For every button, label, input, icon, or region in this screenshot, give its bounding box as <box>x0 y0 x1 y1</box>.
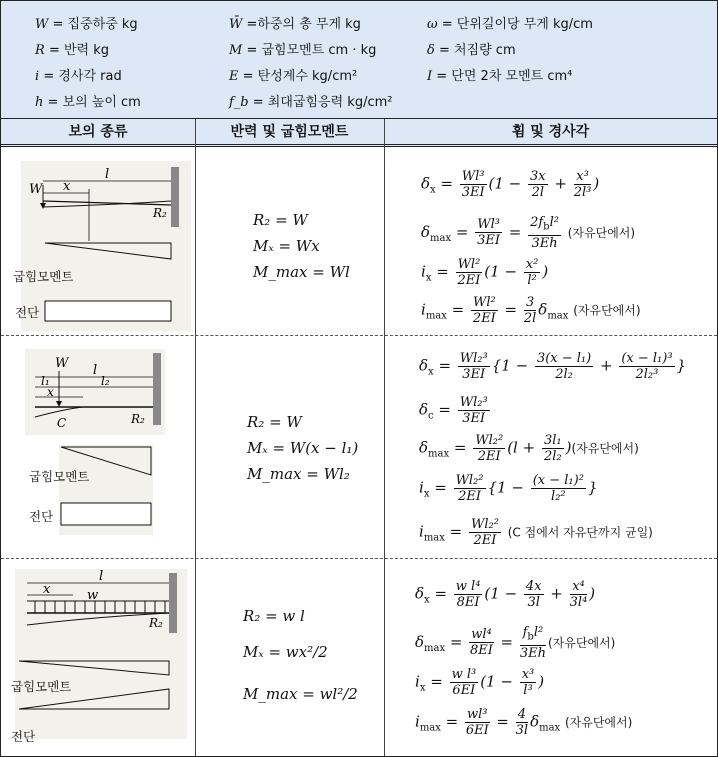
col-header-reaction: 반력 및 굽힘모멘트 <box>230 124 349 140</box>
max-deflection-eq: $\delta_{max}$ = $\frac{\text{Wl₂²}}{2EI}$ (l + $\frac{\text{3l₁}}{\text{2l₂}}$ )(자유단에서) <box>419 433 639 464</box>
col-header-beam-type: 보의 종류 <box>68 124 128 140</box>
moment-label: 굽힘모멘트 <box>11 679 72 694</box>
reaction-eq: R₂ = W <box>247 413 302 431</box>
max-moment-eq: M_max = wl²/2 <box>243 685 358 703</box>
c-deflection-eq: $\delta_c$ = $\frac{\text{Wl₂³}}{3EI}$ <box>419 395 488 426</box>
max-moment-eq: M_max = Wl <box>253 263 350 281</box>
cantilever-intermediate-load-diagram <box>25 349 165 435</box>
legend-item: R = 반력 kg <box>35 43 109 58</box>
legend-item: h = 보의 높이 cm <box>35 95 141 110</box>
x-label: x <box>63 179 71 194</box>
load-label: w <box>87 588 99 603</box>
legend-item: M = 굽힘모멘트 cm · kg <box>229 43 377 58</box>
slope-eq: $i_x$ = $\frac{\text{w l³}}{6EI}$ (1 − $\frac{\text{x³}}{\text{l³}}$ ) <box>415 667 545 698</box>
l-label: l <box>99 569 104 584</box>
legend-item: δ = 처짐량 cm <box>427 43 516 58</box>
l-label: l <box>93 363 98 378</box>
max-slope-eq: $i_{max}$ = $\frac{\text{Wl₂²}}{2EI}$ (C 점에서 자유단까지 균일) <box>419 517 653 548</box>
slope-eq: $i_x$ = $\frac{\text{Wl₂²}}{2EI}$ {1 − $\frac{\text{(x − l₁)²}}{\text{l₂²}}$ } <box>419 473 598 504</box>
row-divider <box>1 335 717 336</box>
reaction-label: R₂ <box>153 206 167 220</box>
cantilever-uniform-load-diagram <box>15 569 187 739</box>
shear-label: 전단 <box>11 729 36 744</box>
deflection-eq: $\delta_x$ = $\frac{\text{Wl³}}{3EI}$ (1 − $\frac{3x}{2l}$ + $\frac{\text{x³}}{\text{2l³}}$ ) <box>421 169 600 200</box>
shear-label: 전단 <box>15 305 40 320</box>
x-label: x <box>47 385 54 399</box>
l-label: l <box>105 167 110 182</box>
load-label: W <box>29 182 43 197</box>
moment-eq: Mₓ = W(x − l₁) <box>247 439 359 457</box>
moment-eq: Mₓ = wx²/2 <box>243 643 328 661</box>
load-label: W <box>55 356 69 371</box>
moment-shear-diagrams <box>59 445 153 535</box>
reaction-eq: R₂ = w l <box>243 607 305 625</box>
l1-label: l₁ <box>41 374 50 388</box>
moment-label: 굽힘모멘트 <box>13 269 74 284</box>
x-label: x <box>43 582 51 597</box>
max-slope-eq: $i_{max}$ = $\frac{\text{Wl²}}{2EI}$ = $\frac{3}{2l}$ $\delta_{max}$ (자유단에서) <box>421 295 641 326</box>
max-deflection-eq: $\delta_{max}$ = $\frac{\text{Wl³}}{3EI}$ = $2f_bl^2$ 3Eh (자유단에서) <box>421 215 636 251</box>
legend-item: I = 단면 2차 모멘트 cm⁴ <box>427 69 573 84</box>
table-header <box>1 119 717 147</box>
column-divider <box>195 119 196 756</box>
column-divider <box>384 119 385 756</box>
max-slope-eq: $i_{max}$ = $\frac{\text{wl³}}{6EI}$ = $\frac{4}{3l}$ $\delta_{max}$ (자유단에서) <box>415 707 633 738</box>
deflection-eq: $\delta_x$ = $\frac{\text{Wl₂³}}{3EI}$ {1 − $\frac{\text{3(x − l₁)}}{\text{2l₂}}$ + $\frac{\text{(x − l₁)³}}{\text{2l₂³}}$ } <box>419 351 687 382</box>
legend-item: i = 경사각 rad <box>35 69 122 84</box>
reaction-label: R₂ <box>149 616 163 630</box>
max-deflection-eq: $\delta_{max}$ = $\frac{\text{wl⁴}}{8EI}$ = $f_bl^2$ 3Eh (자유단에서) <box>415 625 616 661</box>
slope-eq: $i_x$ = $\frac{\text{Wl²}}{2EI}$ (1 − $\frac{\text{x²}}{\text{l²}}$ ) <box>421 257 549 288</box>
legend-item: W̄ =하중의 총 무게 kg <box>229 17 361 32</box>
legend-item: f_b = 최대굽힘응력 kg/cm² <box>229 95 393 110</box>
row-divider <box>1 558 717 559</box>
reaction-label: R₂ <box>131 412 145 426</box>
legend-item: ω = 단위길이당 무게 kg/cm <box>427 17 593 32</box>
max-moment-eq: M_max = Wl₂ <box>247 465 350 483</box>
col-header-deflection: 휨 및 경사각 <box>511 124 590 140</box>
c-label: C <box>57 416 67 430</box>
symbol-legend <box>1 1 717 119</box>
deflection-eq: $\delta_x$ = $\frac{\text{w l⁴}}{8EI}$ (1 − $\frac{4x}{3l}$ + $\frac{\text{x⁴}}{\text{3l⁴}}$ ) <box>415 579 596 610</box>
legend-item: W = 집중하중 kg <box>35 17 138 32</box>
shear-label: 전단 <box>29 509 54 524</box>
moment-label: 굽힘모멘트 <box>29 469 90 484</box>
moment-eq: Mₓ = Wx <box>253 237 320 255</box>
legend-item: E = 탄성계수 kg/cm² <box>229 69 358 84</box>
reaction-eq: R₂ = W <box>253 211 308 229</box>
l2-label: l₂ <box>101 374 110 388</box>
cantilever-end-load-diagram <box>21 161 191 331</box>
